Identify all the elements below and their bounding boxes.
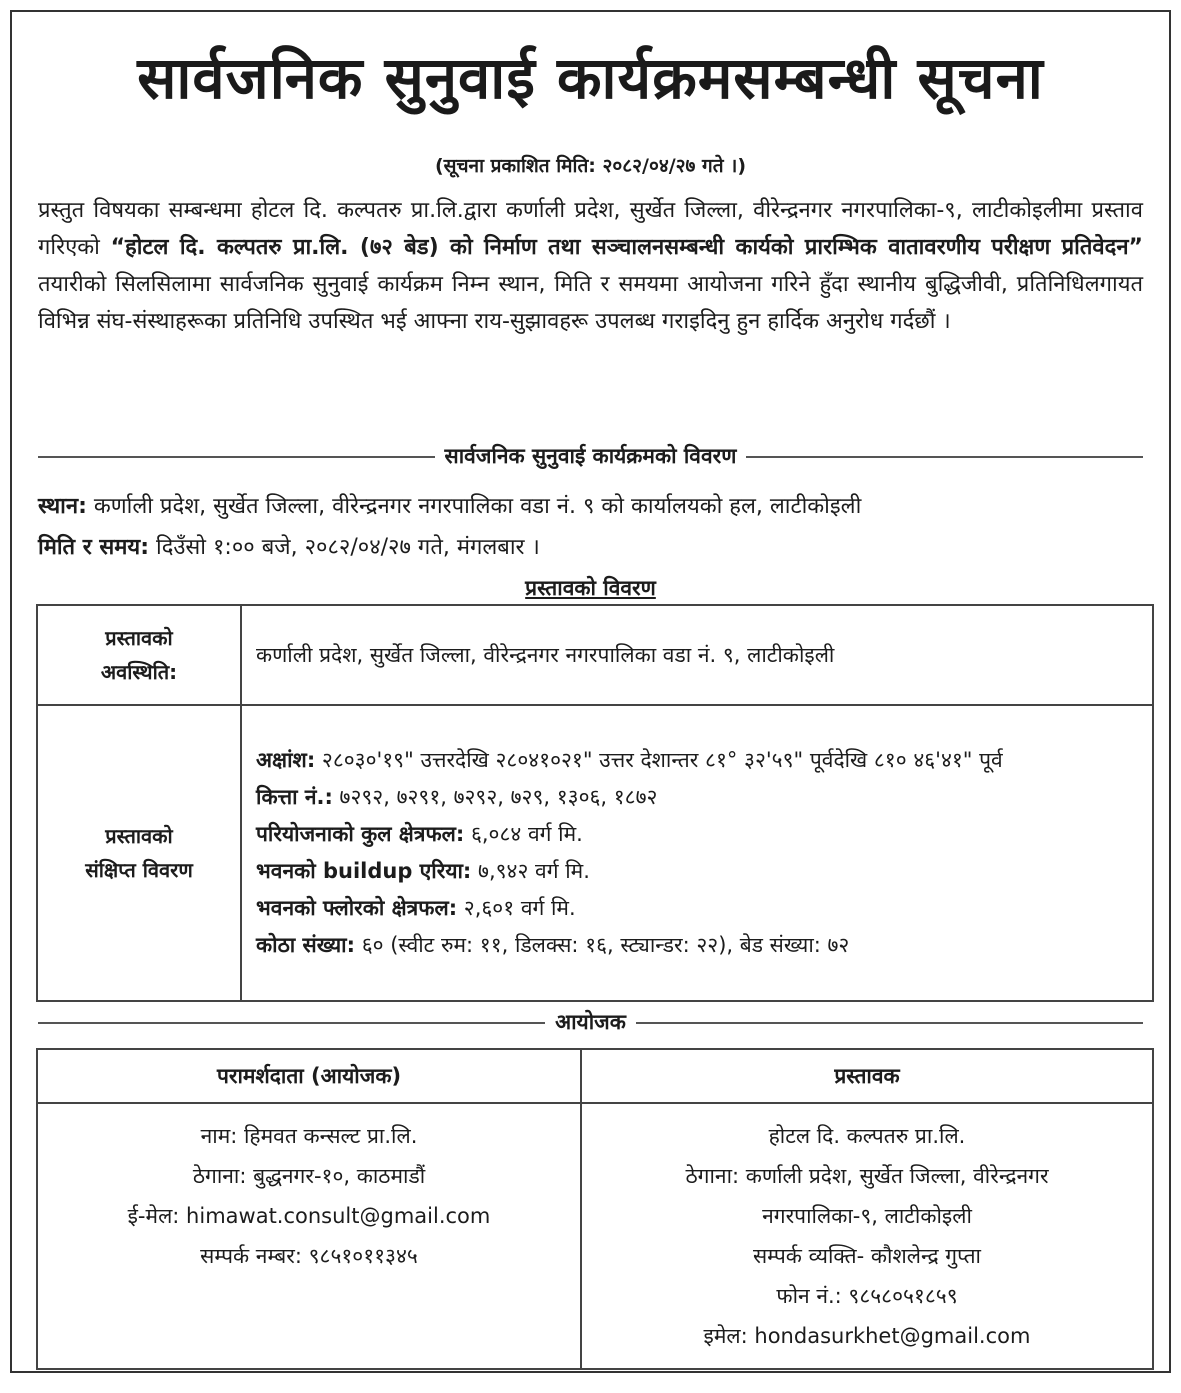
intro-paragraph bbox=[38, 192, 1143, 340]
intro-text-1: प्रस्तुत विषयका सम्बन्धमा होटल दि. कल्पतरु प्रा.लि.द्वारा कर्णाली प्रदेश, सुर्खेत जिल्ला, वीरेन्द्रनगर नगरपालिका-९, लाटीकोइलीमा प्रस्ताव गरिएको bbox=[38, 198, 1143, 260]
proponent-address-1: ठेगाना: कर्णाली प्रदेश, सुर्खेत जिल्ला, वीरेन्द्रनगर bbox=[685, 1164, 1049, 1188]
proponent-contact: सम्पर्क व्यक्ति- कौशलेन्द्र गुप्ता bbox=[752, 1244, 981, 1268]
area-line bbox=[256, 816, 1138, 853]
location-label-1: प्रस्तावको bbox=[105, 626, 173, 650]
table-row bbox=[37, 705, 1153, 1001]
organizer-table bbox=[36, 1048, 1154, 1370]
location-label-2: अवस्थिति: bbox=[100, 660, 178, 684]
consultant-name: नाम: हिमवत कन्सल्ट प्रा.लि. bbox=[200, 1124, 418, 1148]
summary-label-2: संक्षिप्त विवरण bbox=[85, 858, 193, 882]
floor-value: २,६०१ वर्ग मि. bbox=[457, 896, 576, 920]
datetime-label: मिति र समय: bbox=[38, 535, 149, 560]
proponent-email[interactable]: इमेल: hondasurkhet@gmail.com bbox=[703, 1324, 1031, 1348]
rooms-line bbox=[256, 927, 1138, 964]
proposal-heading-text: प्रस्तावको विवरण bbox=[515, 576, 666, 600]
proponent-cell bbox=[581, 1103, 1153, 1369]
notice-page bbox=[10, 10, 1171, 1373]
rooms-value: ६० (स्वीट रुम: ११, डिलक्स: १६, स्ट्यान्डर: २२), बेड संख्या: ७२ bbox=[355, 933, 850, 957]
notice-title: सार्वजनिक सुनुवाई कार्यक्रमसम्बन्धी सूचना bbox=[137, 44, 1044, 112]
consultant-header: परामर्शदाता (आयोजक) bbox=[37, 1049, 581, 1103]
consultant-email[interactable]: ई-मेल: himawat.consult@gmail.com bbox=[127, 1204, 491, 1228]
consultant-cell bbox=[37, 1103, 581, 1369]
buildup-value: ७,९४२ वर्ग मि. bbox=[471, 859, 590, 883]
hearing-datetime bbox=[38, 531, 1143, 561]
hearing-heading-text: सार्वजनिक सुनुवाई कार्यक्रमको विवरण bbox=[435, 444, 747, 468]
summary-value-cell bbox=[241, 705, 1153, 1001]
latitude-line bbox=[256, 742, 1138, 779]
lat-label: अक्षांश: bbox=[256, 748, 316, 772]
place-label: स्थान: bbox=[38, 494, 87, 519]
area-label: परियोजनाको कुल क्षेत्रफल: bbox=[256, 822, 465, 846]
summary-label-1: प्रस्तावको bbox=[105, 824, 173, 848]
proponent-name: होटल दि. कल्पतरु प्रा.लि. bbox=[768, 1124, 966, 1148]
area-value: ६,०८४ वर्ग मि. bbox=[464, 822, 583, 846]
proposal-table bbox=[36, 604, 1154, 1002]
hearing-heading bbox=[12, 442, 1169, 470]
proponent-header: प्रस्तावक bbox=[581, 1049, 1153, 1103]
location-value: कर्णाली प्रदेश, सुर्खेत जिल्ला, वीरेन्द्रनगर नगरपालिका वडा नं. ९, लाटीकोइली bbox=[241, 605, 1153, 705]
proponent-address-2: नगरपालिका-९, लाटीकोइली bbox=[762, 1204, 972, 1228]
consultant-address: ठेगाना: बुद्धनगर-१०, काठमाडौं bbox=[192, 1164, 426, 1188]
organizer-heading-text: आयोजक bbox=[545, 1010, 636, 1034]
lat-value: २८०३०'१९" उत्तरदेखि २८०४१०२१" उत्तर देशान्तर ८१° ३२'५९" पूर्वदेखि ८१० ४६'४१" पूर्व bbox=[315, 748, 1003, 772]
intro-text-bold: “होटल दि. कल्पतरु प्रा.लि. (७२ बेड) को निर्माण तथा सञ्चालनसम्बन्धी कार्यको प्रारम्भिक वातावरणीय परीक्षण प्रतिवेदन” bbox=[110, 235, 1143, 260]
rooms-label: कोठा संख्या: bbox=[256, 933, 356, 957]
table-row bbox=[37, 1049, 1153, 1103]
kitta-value: ७२९२, ७२९१, ७२९२, ७२९, १३०६, १८७२ bbox=[332, 785, 658, 809]
table-row bbox=[37, 605, 1153, 705]
location-label-cell bbox=[37, 605, 241, 705]
floor-label: भवनको फ्लोरको क्षेत्रफल: bbox=[256, 896, 458, 920]
buildup-line bbox=[256, 853, 1138, 890]
kitta-line bbox=[256, 779, 1138, 816]
place-value: कर्णाली प्रदेश, सुर्खेत जिल्ला, वीरेन्द्रनगर नगरपालिका वडा नं. ९ को कार्यालयको हल, लाटीकोइली bbox=[86, 494, 862, 519]
hearing-place bbox=[38, 490, 1143, 520]
floor-line bbox=[256, 890, 1138, 927]
summary-label-cell bbox=[37, 705, 241, 1001]
consultant-phone: सम्पर्क नम्बर: ९८५१०११३४५ bbox=[200, 1244, 418, 1268]
proponent-phone: फोन नं.: ९८५८०५१८५९ bbox=[776, 1284, 958, 1308]
intro-text-2: तयारीको सिलसिलामा सार्वजनिक सुनुवाई कार्यक्रम निम्न स्थान, मिति र समयमा आयोजना गरिने हुँदा स्थानीय बुद्धिजीवी, प्रतिनिधिलगायत विभिन्न संघ-संस्थाहरूका प्रतिनिधि उपस्थित भई आफ्ना राय-सुझावहरू उपलब्ध गराइदिनु हुन हार्दिक अनुरोध गर्दछौं । bbox=[38, 272, 1143, 334]
table-row bbox=[37, 1103, 1153, 1369]
buildup-label: भवनको buildup एरिया: bbox=[256, 859, 472, 883]
publish-date: (सूचना प्रकाशित मिति: २०८२/०४/२७ गते ।) bbox=[434, 155, 747, 177]
proposal-heading bbox=[12, 574, 1169, 602]
organizer-heading bbox=[12, 1008, 1169, 1036]
kitta-label: कित्ता नं.: bbox=[256, 785, 333, 809]
datetime-value: दिउँसो १:०० बजे, २०८२/०४/२७ गते, मंगलबार । bbox=[149, 535, 540, 560]
